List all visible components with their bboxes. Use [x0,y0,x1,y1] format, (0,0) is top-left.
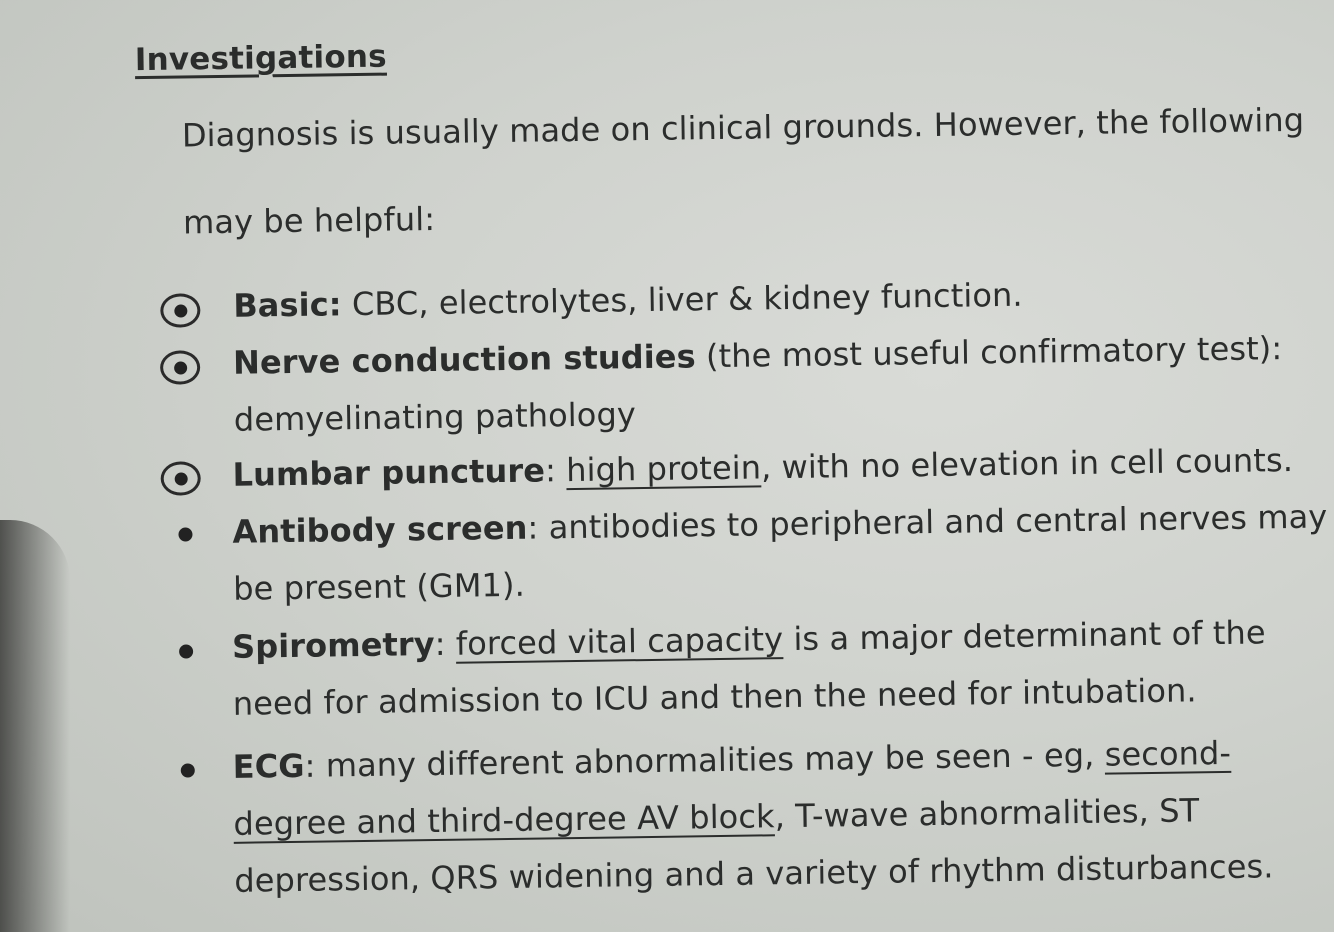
item-text: , with no elevation in cell counts. [760,440,1294,487]
circled-bullet-icon [160,350,200,385]
underlined-text: degree and third-degree AV block [233,797,775,843]
item-text: is a major determinant of the [782,613,1266,659]
underlined-text: second- [1104,733,1232,774]
item-continuation: need for admission to ICU and then the need for intubation. [232,671,1197,723]
list-item [232,724,1274,909]
item-continuation: be present (GM1). [232,565,526,608]
bullet-icon [175,472,188,485]
item-text: CBC, electrolytes, liver & kidney function. [341,275,1023,324]
item-label: Antibody screen [232,508,528,551]
intro-line-2: may be helpful: [182,199,436,242]
item-continuation: depression, QRS widening and a variety of rhythm disturbances. [234,847,1274,900]
item-label: Basic: [233,285,342,325]
bullet-icon [174,304,187,317]
item-label: ECG [232,746,305,786]
circled-bullet-icon [160,293,200,328]
underlined-text: high protein [565,448,762,490]
item-text: : many different abnormalities may be seen - eg, [304,735,1105,785]
item-continuation: demyelinating pathology [233,395,637,439]
bullet-icon [179,644,193,658]
list-item [232,604,1267,732]
item-label: Nerve conduction studies [232,337,696,382]
bullet-icon [178,527,192,541]
item-text: (the most useful confirmatory test): [695,329,1283,376]
item-text: : [544,451,567,490]
intro-line-1: Diagnosis is usually made on clinical grounds. However, the following [181,100,1305,155]
underlined-text: forced vital capacity [455,620,784,663]
bullet-icon [181,763,195,777]
item-label: Spirometry [231,624,435,666]
section-heading: Investigations [134,38,387,79]
list-item [232,489,1328,618]
bullet-icon [174,361,187,374]
item-text: : [434,624,457,663]
item-text: , T-wave abnormalities, ST [774,791,1200,836]
item-text: : antibodies to peripheral and central nerves may [527,497,1328,547]
item-label: Lumbar puncture [232,451,546,494]
circled-bullet-icon [160,461,200,496]
list-item [233,320,1284,449]
